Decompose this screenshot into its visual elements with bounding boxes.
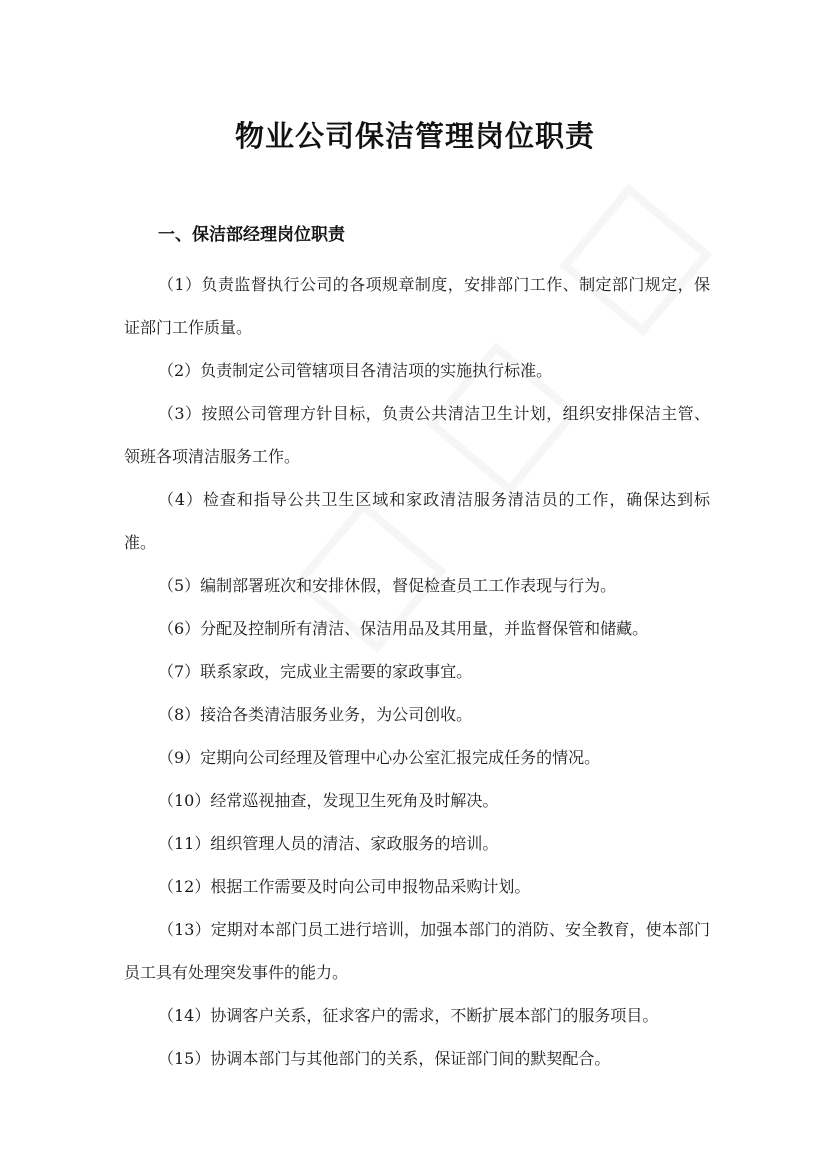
duty-item: （2）负责制定公司管辖项目各清洁项的实施执行标准。 xyxy=(158,361,553,380)
duty-item: （3）按照公司管理方针目标，负责公共清洁卫生计划，组织安排保洁主管、领班各项清洁服务工作。 xyxy=(124,404,710,466)
duty-item: （6）分配及控制所有清洁、保洁用品及其用量，并监督保管和储藏。 xyxy=(158,619,649,638)
duty-item: （15）协调本部门与其他部门的关系，保证部门间的默契配合。 xyxy=(158,1049,611,1068)
duty-item: （10）经常巡视抽查，发现卫生死角及时解决。 xyxy=(158,791,499,810)
duty-item: （1）负责监督执行公司的各项规章制度，安排部门工作、制定部门规定，保证部门工作质量。 xyxy=(124,275,710,337)
duty-item: （7）联系家政，完成业主需要的家政事宜。 xyxy=(158,662,473,681)
duty-item: （4）检查和指导公共卫生区域和家政清洁服务清洁员的工作，确保达到标准。 xyxy=(124,490,710,552)
duty-item: （12）根据工作需要及时向公司申报物品采购计划。 xyxy=(158,877,531,896)
duty-item: （8）接洽各类清洁服务业务，为公司创收。 xyxy=(158,705,473,724)
section-heading: 一、保洁部经理岗位职责 xyxy=(158,225,345,245)
duty-item: （11）组织管理人员的清洁、家政服务的培训。 xyxy=(158,834,499,853)
duty-item: （5）编制部署班次和安排休假，督促检查员工工作表现与行为。 xyxy=(158,576,617,595)
duty-item: （14）协调客户关系，征求客户的需求，不断扩展本部门的服务项目。 xyxy=(158,1006,659,1025)
page-title: 物业公司保洁管理岗位职责 xyxy=(234,119,595,153)
duty-item: （13）定期对本部门员工进行培训，加强本部门的消防、安全教育，使本部门员工具有处理突发事件的能力。 xyxy=(124,920,710,982)
duty-item: （9）定期向公司经理及管理中心办公室汇报完成任务的情况。 xyxy=(158,748,601,767)
duty-list xyxy=(124,263,710,1080)
